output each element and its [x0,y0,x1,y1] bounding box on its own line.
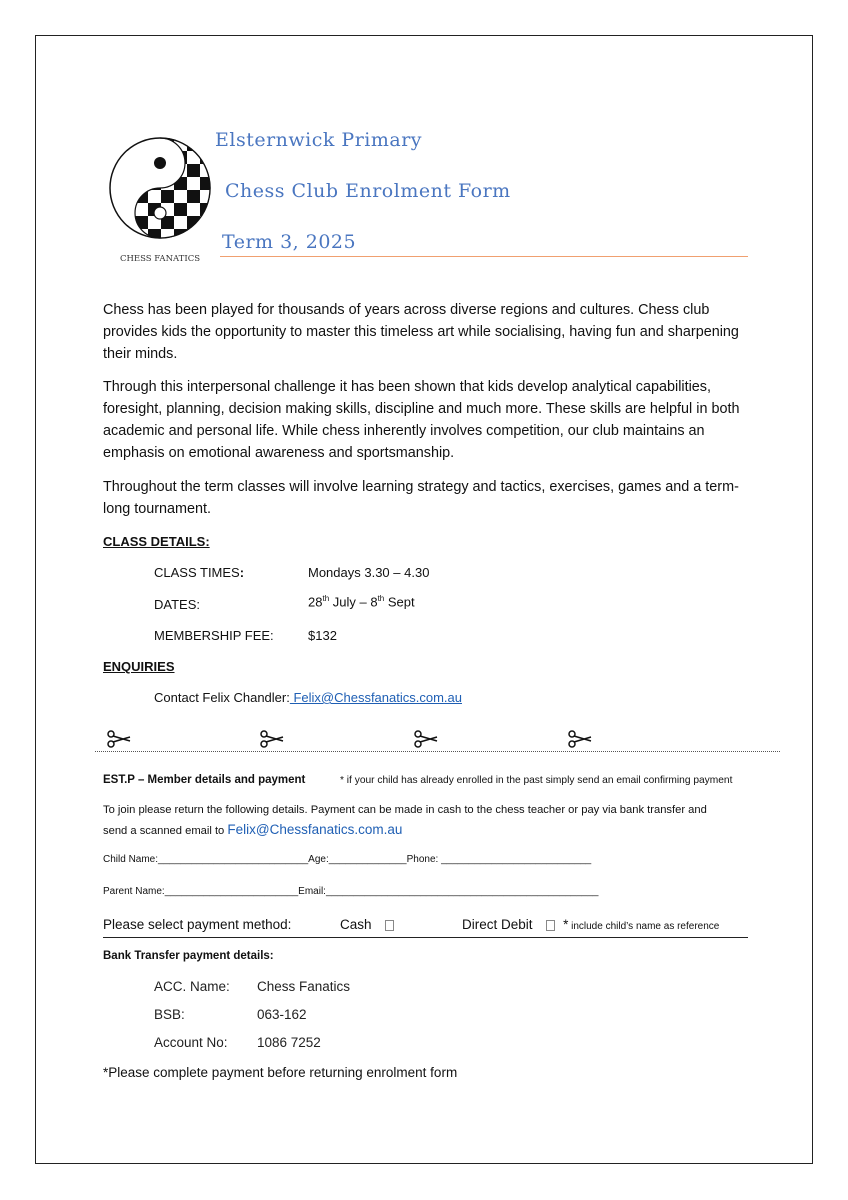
direct-debit-checkbox[interactable] [546,920,555,931]
acc-name-value: Chess Fanatics [257,979,351,994]
dates-label: DATES: [154,597,200,612]
term-heading: Term 3, 2025 [222,231,357,253]
tearoff-instructions-2: send a scanned email to Felix@Chessfanatics.com.au [103,822,403,837]
instructions-email-link[interactable]: Felix@Chessfanatics.com.au [227,822,403,837]
contact-text: Contact Felix Chandler: [154,690,290,705]
tearoff-instructions-1: To join please return the following details. Payment can be made in cash to the chess teacher or pay via bank transfer and [103,804,707,816]
title-divider [220,256,748,257]
payment-prompt: Please select payment method: [103,917,292,932]
contact-line [154,690,462,705]
payment-divider [103,937,748,938]
direct-debit-label: Direct Debit [462,917,533,932]
school-name: Elsternwick Primary [215,129,423,151]
direct-debit-note: include child’s name as reference [568,921,720,932]
bsb-value: 063-162 [257,1007,307,1022]
dates-value: 28th July – 8th Sept [308,594,415,610]
scissors-icon [259,729,285,749]
child-details-line[interactable]: Child Name:___________________________Age:______________Phone: ___________________________ [103,854,592,865]
intro-paragraph-3: Throughout the term classes will involve learning strategy and tactics, exercises, games and a term-long tournament. [103,479,739,517]
logo-text: CHESS FANATICS [119,254,201,264]
scissors-icon [413,729,439,749]
acc-no-value: 1086 7252 [257,1035,321,1050]
cash-option[interactable] [340,917,394,932]
tearoff-heading: EST.P – Member details and payment [103,774,306,786]
class-details-heading: CLASS DETAILS: [103,534,210,549]
membership-fee-label: MEMBERSHIP FEE: [154,628,274,643]
acc-no-label: Account No: [154,1035,228,1050]
chess-fanatics-logo [105,133,215,263]
parent-details-line[interactable]: Parent Name:________________________Email:_________________________________________________ [103,886,599,897]
contact-email-link[interactable]: Felix@Chessfanatics.com.au [289,690,462,705]
scissors-icon [106,729,132,749]
yin-yang-chessboard-icon [105,133,215,245]
intro-paragraph-2: Through this interpersonal challenge it has been shown that kids develop analytical capabilities, foresight, planning, decision making skills, discipline and much more. These skills are helpful in both academic and personal life. While chess inherently involves competition, our club maintains an emphasis on emotional awareness and sportsmanship. [103,379,740,461]
tearoff-note: * if your child has already enrolled in the past simply send an email confirming payment [340,775,733,786]
bank-heading: Bank Transfer payment details: [103,950,274,962]
cut-line [95,751,780,752]
class-times-label: CLASS TIMES: [154,565,245,580]
cash-checkbox[interactable] [385,920,394,931]
bsb-label: BSB: [154,1007,185,1022]
enquiries-heading: ENQUIRIES [103,659,175,674]
direct-debit-option[interactable]: Direct Debit * include child’s name as reference [462,917,720,932]
cash-label: Cash [340,917,372,932]
scissors-icon [567,729,593,749]
acc-name-label: ACC. Name: [154,979,230,994]
footer-note: *Please complete payment before returning enrolment form [103,1065,458,1080]
membership-fee-value: $132 [308,628,337,643]
intro-paragraph-1: Chess has been played for thousands of years across diverse regions and cultures. Chess club provides kids the opportunity to master this timeless art while socialising, having fun and sharpening their minds. [103,302,739,362]
form-title: Chess Club Enrolment Form [225,180,511,202]
class-times-value: Mondays 3.30 – 4.30 [308,565,430,580]
